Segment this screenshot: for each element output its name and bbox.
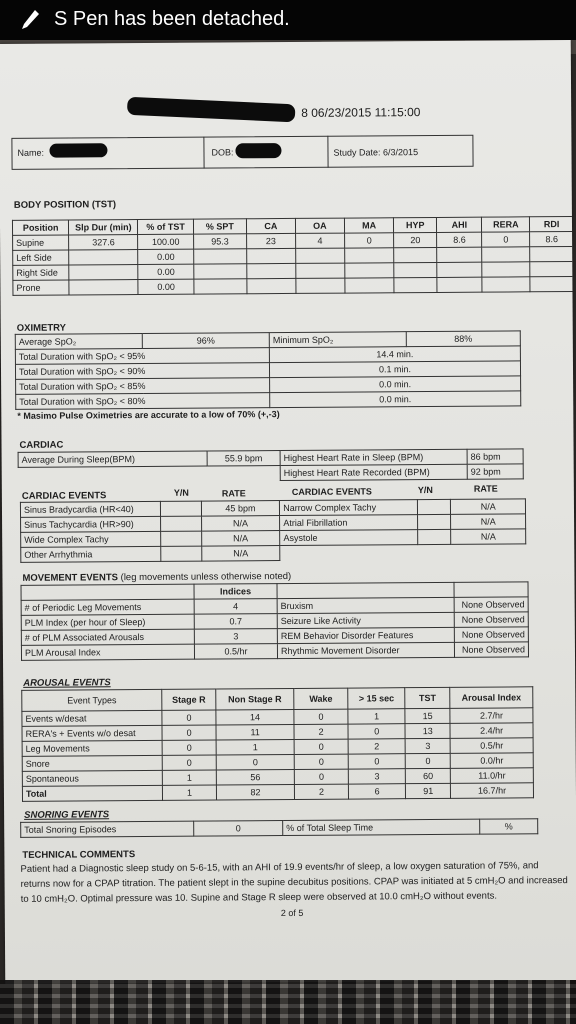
snoring-table (20, 818, 538, 838)
body-position-col-header: Position (12, 220, 68, 235)
arousal-cell: Spontaneous (22, 770, 162, 786)
body-position-col-header: MA (344, 218, 393, 233)
arousal-cell: 1 (163, 785, 217, 800)
cardiac-title: CARDIAC (19, 439, 64, 451)
indices-header: Indices (194, 584, 277, 600)
status-bar (0, 0, 576, 40)
name-dob-divider (203, 137, 204, 169)
arousal-col-header: > 15 sec (348, 688, 405, 709)
oximetry-duration-label: Total Duration with SpO₂ < 80% (16, 393, 270, 410)
cardiac-event-cell: Sinus Bradycardia (HR<40) (20, 501, 160, 517)
movement-event-label: PLM Arousal Index (21, 644, 194, 660)
cardiac-event-cell (161, 546, 201, 561)
study-date-divider (327, 136, 328, 168)
cardiac-event-cell: Wide Complex Tachy (21, 531, 161, 547)
pen-icon (20, 9, 40, 31)
movement-event-label: # of Periodic Leg Movements (21, 599, 194, 615)
arousal-cell: 3 (405, 738, 450, 753)
cardiac-event-cell (418, 544, 452, 559)
arousal-cell: 2.7/hr (450, 708, 533, 724)
arousal-col-header: Stage R (162, 689, 216, 710)
movement-event-label: Bruxism (277, 597, 454, 613)
oximetry-title: OXIMETRY (16, 322, 67, 334)
body-position-col-header: RERA (482, 217, 530, 232)
oximetry-avg-value: 96% (142, 333, 269, 349)
body-position-cell: 8.6 (530, 231, 574, 246)
body-position-cell: Right Side (13, 265, 69, 280)
body-position-cell (482, 262, 530, 277)
cardiac-events-table (20, 498, 526, 563)
body-position-cell: 20 (394, 232, 437, 247)
body-position-cell (394, 262, 437, 277)
arousal-cell: 15 (405, 708, 450, 723)
arousal-col-header: TST (405, 687, 450, 708)
movement-events-subtitle: (leg movements unless otherwise noted) (120, 570, 292, 584)
movement-event-value: None Observed (454, 597, 528, 613)
movement-event-label: PLM Index (per hour of Sleep) (21, 614, 194, 630)
arousal-cell: 0 (162, 755, 216, 770)
movement-event-label: # of PLM Associated Arousals (21, 629, 194, 645)
body-position-cell (247, 263, 296, 278)
redaction-header (127, 97, 296, 123)
redaction-dob (235, 143, 281, 158)
cardiac-event-cell (161, 501, 201, 516)
body-position-cell: 0.00 (138, 279, 194, 294)
snoring-events-title: SNORING EVENTS (24, 809, 110, 821)
arousal-cell: 2 (348, 739, 405, 754)
arousal-cell: 0 (162, 710, 216, 725)
cardiac-event-cell (280, 545, 418, 561)
movement-event-value: None Observed (454, 612, 528, 628)
arousal-cell: 14 (216, 709, 294, 725)
oximetry-duration-value: 0.0 min. (270, 376, 521, 393)
cardiac-event-cell: N/A (451, 529, 526, 545)
snoring-value: 0 (194, 821, 283, 837)
body-position-cell (194, 279, 247, 294)
body-position-col-header: % of TST (138, 219, 194, 234)
body-position-cell (482, 277, 530, 292)
cardiac-table (18, 448, 524, 483)
body-position-cell (247, 278, 296, 293)
cardiac-event-cell (417, 529, 451, 544)
oximetry-note: * Masimo Pulse Oximetries are accurate to a low of 70% (+,-3) (17, 409, 280, 421)
oximetry-duration-value: 14.4 min. (269, 346, 520, 363)
arousal-cell: Leg Movements (22, 740, 162, 756)
cardiac-event-cell: Narrow Complex Tachy (280, 500, 418, 516)
arousal-col-header: Wake (294, 688, 348, 709)
cardiac-event-cell: Asystole (280, 530, 418, 546)
cardiac-avg-label: Average During Sleep(BPM) (18, 451, 207, 467)
body-position-cell (437, 247, 482, 262)
cardiac-events-title: CARDIAC EVENTS (21, 490, 107, 502)
movement-event-value: None Observed (454, 627, 528, 643)
arousal-cell: 2.4/hr (450, 723, 533, 739)
body-position-cell (69, 265, 138, 280)
page-number: 2 of 5 (280, 907, 304, 919)
oximetry-duration-value: 0.1 min. (269, 361, 520, 378)
arousal-cell: 2 (295, 784, 349, 799)
body-position-cell: 0 (482, 232, 530, 247)
cardiac-highest-sleep-value: 86 bpm (467, 449, 523, 464)
arousal-cell: 0 (162, 740, 216, 755)
cardiac-event-cell (161, 531, 201, 546)
body-position-cell (345, 278, 394, 293)
arousal-cell: 1 (348, 709, 405, 724)
body-position-cell: Supine (13, 235, 69, 250)
arousal-cell: 0 (405, 753, 450, 768)
arousal-cell: 1 (162, 770, 216, 785)
body-position-cell: 0 (345, 233, 394, 248)
cardiac-event-cell: 45 bpm (201, 501, 280, 517)
cardiac-event-cell: N/A (201, 546, 280, 562)
arousal-col-header: Non Stage R (216, 688, 294, 710)
cardiac-event-cell: N/A (451, 499, 526, 515)
arousal-cell: 11 (216, 724, 294, 740)
snoring-label: Total Snoring Episodes (21, 821, 194, 837)
body-position-cell (437, 262, 482, 277)
body-position-cell (296, 263, 345, 278)
technical-comments-title: TECHNICAL COMMENTS (22, 849, 136, 861)
cardiac-event-cell: Atrial Fibrillation (280, 515, 418, 531)
arousal-cell: Snore (22, 755, 162, 771)
body-position-cell (194, 249, 247, 264)
cardiac-event-row (21, 544, 526, 563)
cardiac-events-title-right: CARDIAC EVENTS (291, 486, 372, 497)
body-position-cell (296, 278, 345, 293)
body-position-row (13, 276, 574, 295)
body-position-cell (345, 248, 394, 263)
body-position-cell (69, 250, 138, 265)
cardiac-event-cell (417, 499, 451, 514)
oximetry-duration-label: Total Duration with SpO₂ < 85% (16, 378, 270, 395)
cardiac-event-cell (417, 514, 451, 529)
body-position-cell (530, 261, 574, 276)
redaction-name (49, 143, 107, 157)
arousal-col-header: Event Types (22, 689, 162, 711)
body-position-cell: 4 (295, 233, 344, 248)
body-position-col-header: % SPT (193, 219, 246, 234)
arousal-cell: 0 (348, 724, 405, 739)
arousal-cell: 0 (294, 769, 348, 784)
body-position-cell: Left Side (13, 250, 69, 265)
body-position-cell: 95.3 (193, 234, 246, 249)
cardiac-events-yn-header-right: Y/N (417, 484, 433, 496)
arousal-cell: Total (22, 785, 162, 801)
arousal-cell: 0 (294, 754, 348, 769)
cardiac-event-cell: N/A (201, 516, 280, 532)
cardiac-highest-recorded-label: Highest Heart Rate Recorded (BPM) (280, 464, 467, 480)
body-position-cell: 100.00 (138, 234, 194, 249)
cardiac-events-rate-header: RATE (221, 488, 246, 499)
body-position-cell: 0.00 (138, 249, 194, 264)
body-position-cell: 8.6 (437, 232, 482, 247)
arousal-cell: 56 (216, 769, 294, 785)
patient-name-label: Name: (17, 147, 45, 158)
cardiac-avg-value: 55.9 bpm (207, 451, 280, 467)
body-position-cell (394, 277, 437, 292)
arousal-cell: 2 (294, 724, 348, 739)
arousal-events-title: AROUSAL EVENTS (23, 677, 111, 689)
cardiac-highest-sleep-label: Highest Heart Rate in Sleep (BPM) (280, 449, 467, 465)
arousal-cell: RERA's + Events w/o desat (22, 725, 162, 741)
body-position-cell: 0.00 (138, 264, 194, 279)
oximetry-duration-label: Total Duration with SpO₂ < 90% (15, 363, 269, 380)
cardiac-event-cell (161, 516, 201, 531)
arousal-cell: 91 (406, 783, 451, 798)
oximetry-avg-label: Average SpO₂ (15, 334, 142, 350)
arousal-cell: 82 (216, 784, 294, 800)
body-position-col-header: OA (295, 218, 344, 233)
movement-event-label: Rhythmic Movement Disorder (277, 642, 454, 658)
arousal-cell: 0.0/hr (450, 753, 533, 769)
arousal-cell: 16.7/hr (451, 783, 534, 799)
snoring-row (21, 819, 538, 838)
movement-event-index: 0.7 (194, 614, 277, 630)
arousal-col-header: Arousal Index (450, 687, 533, 709)
movement-event-label: REM Behavior Disorder Features (277, 627, 454, 643)
body-position-cell (437, 277, 482, 292)
arousal-cell: 6 (348, 784, 405, 799)
cardiac-event-cell: Other Arrhythmia (21, 546, 161, 562)
movement-events-table (21, 581, 530, 661)
body-position-table (12, 216, 575, 296)
oximetry-min-label: Minimum SpO₂ (269, 332, 406, 348)
arousal-cell: 0 (294, 739, 348, 754)
body-position-title: BODY POSITION (TST) (13, 199, 117, 211)
movement-event-index: 4 (194, 599, 277, 615)
arousal-cell: 0.5/hr (450, 738, 533, 754)
cardiac-event-cell (451, 544, 526, 560)
arousal-cell: 60 (406, 768, 451, 783)
arousal-cell: 0 (216, 754, 294, 770)
body-position-cell (530, 276, 574, 291)
technical-comments-text: Patient had a Diagnostic sleep study on 5-6-15, with an AHI of 19.9 events/hr of sleep, a low oxygen saturation of 75%, and returns now for a CPAP titration. The patient slept in the supine decubitus positions. CPAP was initiated at 5 cmH₂O and increased to 10 cmH₂O. Optimal pressure was 10. Supine and Stage R sleep were observed at 10.0 cmH₂O without events. (20, 860, 568, 905)
cardiac-event-cell: Sinus Tachycardia (HR>90) (21, 516, 161, 532)
movement-event-label: Seizure Like Activity (277, 612, 454, 628)
movement-events-title-text: MOVEMENT EVENTS (22, 572, 119, 584)
cardiac-highest-recorded-value: 92 bpm (467, 464, 523, 479)
arousal-events-table (21, 686, 534, 802)
body-position-cell (246, 248, 295, 263)
report-datetime: 8 06/23/2015 11:15:00 (301, 105, 421, 120)
arousal-cell: 3 (348, 769, 405, 784)
movement-event-value: None Observed (454, 642, 528, 658)
snoring-pct-label: % of Total Sleep Time (283, 819, 480, 835)
cardiac-events-yn-header: Y/N (173, 487, 189, 498)
oximetry-duration-row (16, 391, 521, 410)
body-position-cell (194, 264, 247, 279)
body-position-cell (394, 247, 437, 262)
s-pen-toast: S Pen has been detached. (54, 8, 290, 30)
oximetry-table (15, 330, 522, 410)
body-position-col-header: CA (246, 218, 295, 233)
arousal-cell: 11.0/hr (450, 768, 533, 784)
sleep-report-page (0, 40, 576, 984)
oximetry-min-value: 88% (406, 331, 520, 347)
arousal-total-row (22, 783, 533, 802)
body-position-cell (482, 247, 530, 262)
snoring-pct-value: % (480, 819, 538, 834)
body-position-cell (345, 263, 394, 278)
movement-event-index: 3 (194, 629, 277, 645)
body-position-cell (295, 248, 344, 263)
body-position-cell: 23 (246, 233, 295, 248)
cardiac-event-cell: N/A (451, 514, 526, 530)
fabric-background (0, 980, 576, 1024)
body-position-cell (530, 246, 574, 261)
body-position-cell: Prone (13, 280, 69, 295)
dob-label: DOB: (211, 147, 234, 158)
cardiac-events-rate-header-right: RATE (473, 483, 498, 494)
arousal-cell: 1 (216, 739, 294, 755)
arousal-cell: Events w/desat (22, 710, 162, 726)
body-position-cell (69, 280, 138, 295)
arousal-cell: 0 (162, 725, 216, 740)
cardiac-event-cell: N/A (201, 531, 280, 547)
arousal-cell: 0 (348, 754, 405, 769)
arousal-cell: 0 (294, 709, 348, 724)
oximetry-duration-label: Total Duration with SpO₂ < 95% (15, 348, 269, 365)
arousal-cell: 13 (405, 723, 450, 738)
movement-event-index: 0.5/hr (194, 644, 277, 660)
body-position-col-header: Slp Dur (min) (69, 220, 138, 235)
movement-events-title (22, 571, 291, 584)
body-position-col-header: RDI (530, 217, 574, 232)
body-position-cell: 327.6 (69, 235, 138, 250)
movement-event-row (21, 642, 528, 661)
body-position-col-header: AHI (437, 217, 482, 232)
cardiac-row-2 (18, 464, 523, 483)
body-position-col-header: HYP (394, 217, 437, 232)
study-date: Study Date: 6/3/2015 (333, 147, 419, 158)
oximetry-duration-value: 0.0 min. (270, 391, 521, 408)
